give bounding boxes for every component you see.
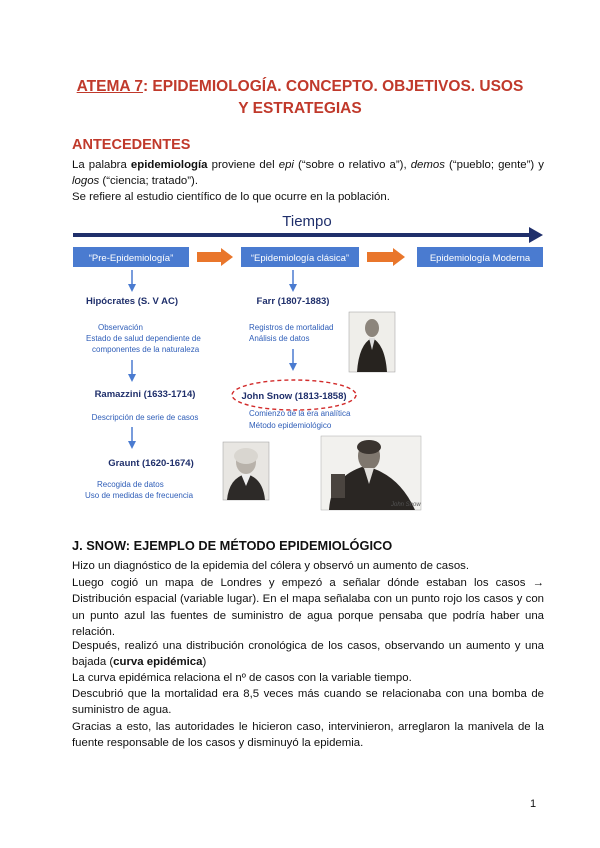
text-run: ) bbox=[202, 656, 207, 669]
timeline-arrow-head bbox=[529, 227, 543, 243]
snow-paragraph-6: Gracias a esto, las autoridades le hicieron caso, intervinieron, arreglaron la manivela de la fuente responsable de los casos y disminuyó la epidemia. bbox=[72, 721, 544, 750]
snow-section-heading: J. SNOW: EJEMPLO DE MÉTODO EPIDEMIOLÓGICO bbox=[72, 538, 393, 553]
text-run: (“sobre o relativo a”), bbox=[293, 159, 411, 171]
down-arrow-head bbox=[128, 374, 136, 382]
italic-term: demos bbox=[410, 159, 445, 171]
stage-classic-label: “Epidemiología clásica” bbox=[250, 253, 350, 264]
down-arrow-head bbox=[128, 284, 136, 292]
stage-pre-label: “Pre-Epidemiología” bbox=[88, 253, 174, 264]
down-arrow-head bbox=[289, 284, 297, 292]
timeline-label: Tiempo bbox=[282, 213, 332, 230]
page-number: 1 bbox=[530, 798, 537, 810]
snow-paragraph-3 bbox=[72, 638, 544, 671]
title-rest: : EPIDEMIOLOGÍA. CONCEPTO. OBJETIVOS. USOS bbox=[142, 78, 524, 95]
hipocrates-note-2: Estado de salud dependiente de bbox=[86, 334, 201, 343]
graunt-note-2: Uso de medidas de frecuencia bbox=[85, 491, 194, 500]
down-arrow-head bbox=[289, 363, 297, 371]
italic-term: epi bbox=[278, 159, 294, 171]
text-run: (“pueblo; gente”) y bbox=[444, 159, 544, 171]
graunt-note-1: Recogida de datos bbox=[97, 480, 164, 489]
epidemiology-timeline-figure bbox=[69, 204, 543, 514]
etymology-paragraph bbox=[72, 157, 544, 190]
farr-portrait bbox=[349, 312, 395, 372]
text-run: Después, realizó una distribución cronológica de los casos, observando un aumento y una bajada ( bbox=[72, 640, 544, 669]
title-line-2: Y ESTRATEGIAS bbox=[238, 100, 362, 117]
snow-portrait bbox=[321, 436, 421, 510]
title-line-1 bbox=[60, 76, 540, 98]
hipocrates-note-1: Observación bbox=[98, 323, 143, 332]
farr-note-1: Registros de mortalidad bbox=[249, 323, 334, 332]
antecedentes-heading: ANTECEDENTES bbox=[72, 137, 191, 153]
graunt-label: Graunt (1620-1674) bbox=[108, 458, 194, 469]
bold-term: epidemiología bbox=[130, 159, 208, 171]
signature-text: John Snow bbox=[391, 502, 421, 508]
farr-label: Farr (1807-1883) bbox=[256, 296, 330, 307]
ramazzini-label: Ramazzini (1633-1714) bbox=[94, 389, 196, 400]
text-run: proviene del bbox=[207, 159, 279, 171]
orange-arrow-2 bbox=[367, 248, 405, 266]
italic-term: logos bbox=[72, 175, 100, 188]
hipocrates-label: Hipócrates (S. V AC) bbox=[85, 296, 179, 307]
orange-arrow-1 bbox=[197, 248, 233, 266]
farr-note-2: Análisis de datos bbox=[249, 334, 310, 343]
snow-paragraph-1: Hizo un diagnóstico de la epidemia del cólera y observó un aumento de casos. bbox=[72, 560, 470, 572]
snow-paragraph-2: Luego cogió un mapa de Londres y empezó a señalar dónde estaban los casos → Distribución espacial (variable lugar). En el mapa señalaba con un punto rojo los casos y con un punto azul las fuentes de suministro de agua porque pensaba que podría haber una relación. bbox=[72, 577, 544, 638]
snow-note-2: Método epidemiológico bbox=[249, 421, 332, 430]
timeline-svg bbox=[69, 204, 543, 514]
ramazzini-note: Descripción de serie de casos bbox=[91, 413, 199, 422]
snow-paragraph-4: La curva epidémica relaciona el nº de casos con la variable tiempo. bbox=[72, 672, 412, 684]
definition-paragraph: Se refiere al estudio científico de lo que ocurre en la población. bbox=[72, 191, 390, 203]
down-arrow-head bbox=[128, 441, 136, 449]
title-prefix: ATEMA 7 bbox=[76, 78, 143, 95]
page-title bbox=[60, 76, 540, 120]
bold-term: curva epidémica bbox=[113, 656, 203, 669]
text-run: La palabra bbox=[72, 159, 131, 171]
hipocrates-note-3: componentes de la naturaleza bbox=[92, 345, 200, 354]
snow-label: John Snow (1813-1858) bbox=[241, 391, 347, 402]
text-run: (“ciencia; tratado”). bbox=[99, 175, 198, 188]
snow-paragraph-5: Descubrió que la mortalidad era 8,5 veces más cuando se relacionaba con una bomba de suministro de agua. bbox=[72, 688, 544, 717]
snow-note-1: Comienzo de la era analítica bbox=[249, 409, 351, 418]
graunt-portrait bbox=[223, 442, 269, 500]
stage-modern-label: Epidemiología Moderna bbox=[429, 253, 531, 264]
